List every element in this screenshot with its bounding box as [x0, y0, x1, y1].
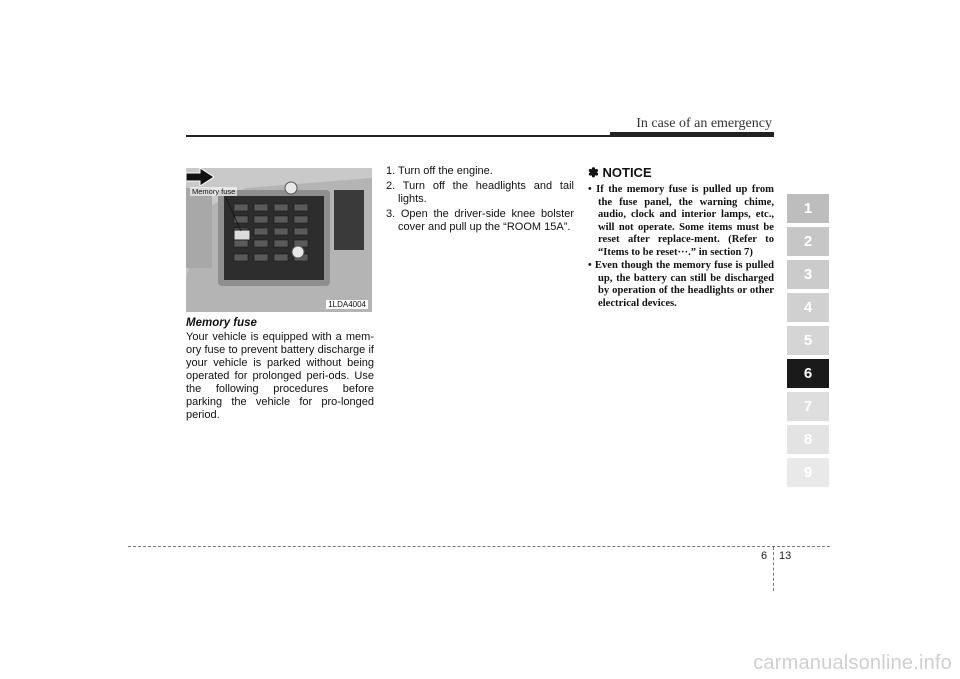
memory-fuse-callout: Memory fuse	[192, 187, 236, 196]
footer-rule	[128, 546, 830, 547]
header-title: In case of an emergency	[636, 116, 772, 131]
footer-divider	[773, 547, 774, 591]
procedure-steps	[386, 165, 574, 236]
memory-fuse-paragraph: Your vehicle is equipped with a mem-ory fuse to prevent battery discharge if your vehicle is parked without being operated for prolonged peri-ods. Use the following procedures before parking the vehicle for pro-longed period.	[186, 331, 374, 421]
page-chapter-number: 6	[761, 550, 768, 562]
chapter-tab-8[interactable]: 8	[787, 425, 829, 454]
header-rule-accent	[610, 132, 774, 136]
chapter-tab-1[interactable]: 1	[787, 194, 829, 223]
pointer-arrow-icon	[186, 168, 214, 186]
notice-item: • If the memory fuse is pulled up from the fuse panel, the warning chime, audio, clock and interior lamps, etc., will not operate. Some items must be reset after replace-ment. (Refer to “Items to be reset···.” in section 7)	[588, 184, 774, 258]
procedure-step: 1. Turn off the engine.	[386, 165, 493, 177]
figure-code: 1LDA4004	[328, 300, 366, 309]
procedure-step: 3. Open the driver-side knee bolster cover and pull up the “ROOM 15A”.	[386, 208, 574, 233]
notice-heading: ✽ NOTICE	[588, 165, 652, 180]
notice-item: • Even though the memory fuse is pulled up, the battery can still be discharged by operation of the headlights or other electrical devices.	[588, 260, 774, 309]
chapter-tab-4[interactable]: 4	[787, 293, 829, 322]
chapter-tab-5[interactable]: 5	[787, 326, 829, 355]
watermark: carmanualsonline.info	[753, 652, 952, 674]
notice-list	[588, 184, 774, 311]
chapter-tab-2[interactable]: 2	[787, 227, 829, 256]
chapter-tab-7[interactable]: 7	[787, 392, 829, 421]
page-number: 13	[779, 550, 792, 562]
section-heading: Memory fuse	[186, 317, 257, 329]
chapter-tab-9[interactable]: 9	[787, 458, 829, 487]
fuse-panel-figure	[186, 168, 372, 312]
procedure-step: 2. Turn off the headlights and tail lights.	[386, 180, 574, 205]
chapter-tab-3[interactable]: 3	[787, 260, 829, 289]
chapter-tab-6[interactable]: 6	[787, 359, 829, 388]
